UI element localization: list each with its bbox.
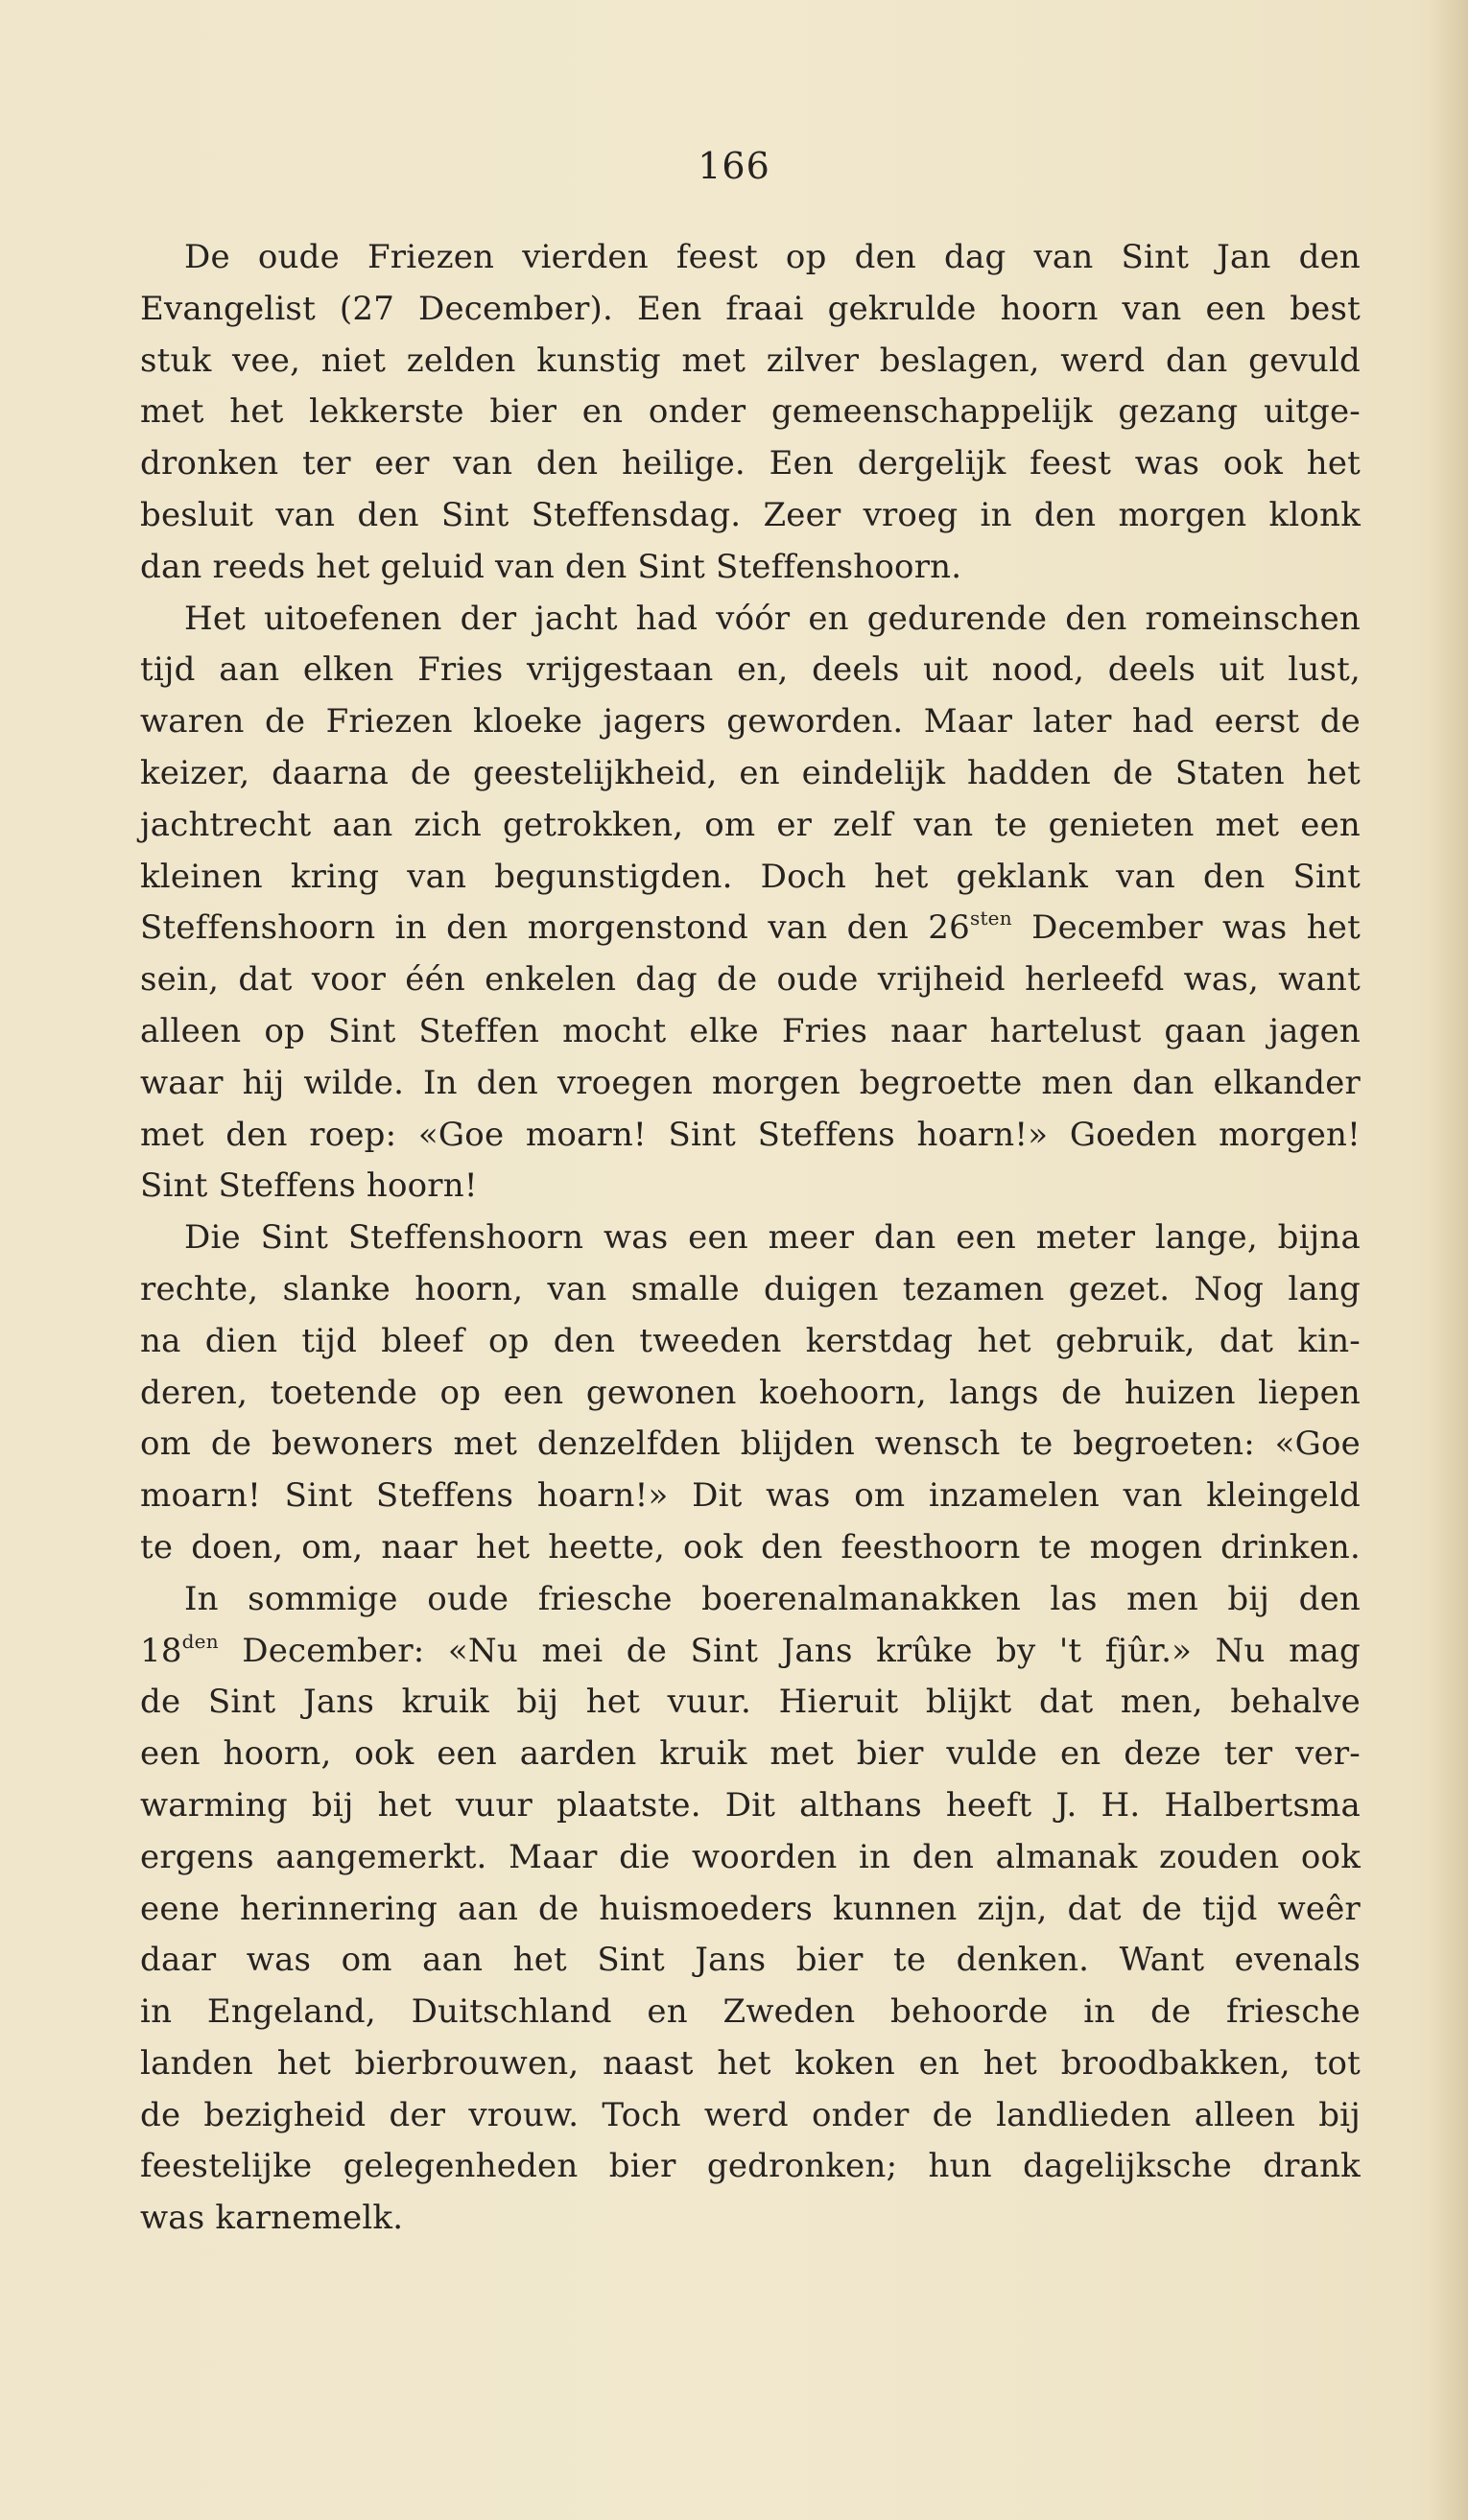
page-number: 166 <box>698 145 770 187</box>
page-edge-shadow <box>1430 0 1468 2520</box>
text-line <box>140 1626 1361 1678</box>
text-line: keizer, daarna de geestelijkheid, en eindelijk hadden de Staten het <box>140 753 1361 792</box>
text-line: In sommige oude friesche boerenalmanakken las men bij den <box>184 1579 1361 1618</box>
text-line: Sint Steffens hoorn! <box>140 1166 478 1206</box>
text-line: moarn! Sint Steffens hoarn!» Dit was om inzamelen van kleingeld <box>140 1476 1361 1516</box>
text-line: Het uitoefenen der jacht had vóór en gedurende den romeinschen <box>184 599 1361 638</box>
paragraph <box>140 232 1361 594</box>
text-line: om de bewoners met denzelfden blijden wensch te begroeten: «Goe <box>140 1425 1361 1464</box>
text-line: met den roep: «Goe moarn! Sint Steffens hoarn!» Goeden morgen! <box>140 1115 1361 1154</box>
text-line: dan reeds het geluid van den Sint Steffenshoorn. <box>140 547 962 586</box>
text-line: met het lekkerste bier en onder gemeenschappelijk gezang uitge- <box>140 392 1361 432</box>
text-line: na dien tijd bleef op den tweeden kerstdag het gebruik, dat kin- <box>140 1321 1361 1360</box>
ordinal-superscript: den <box>181 1629 219 1653</box>
text-line: de bezigheid der vrouw. Toch werd onder de landlieden alleen bij <box>140 2095 1361 2134</box>
text-line: was karnemelk. <box>140 2199 404 2238</box>
text-line: jachtrecht aan zich getrokken, om er zelf van te genieten met een <box>140 805 1361 844</box>
text-line: waren de Friezen kloeke jagers geworden. Maar later had eerst de <box>140 702 1361 742</box>
text-line <box>140 903 1361 954</box>
text-line: deren, toetende op een gewonen koehoorn, langs de huizen liepen <box>140 1373 1361 1412</box>
text-line: De oude Friezen vierden feest op den dag van Sint Jan den <box>184 238 1361 276</box>
text-line: tijd aan elken Fries vrijgestaan en, deels uit nood, deels uit lust, <box>140 650 1361 690</box>
line-part: 18 <box>140 1631 182 1670</box>
text-line: besluit van den Sint Steffensdag. Zeer vroeg in den morgen klonk <box>140 495 1361 534</box>
text-line: Die Sint Steffenshoorn was een meer dan een meter lange, bijna <box>184 1218 1361 1258</box>
text-line: feestelijke gelegenheden bier gedronken; hun dagelijksche drank <box>140 2147 1361 2186</box>
text-line: stuk vee, niet zelden kunstig met zilver beslagen, werd dan gevuld <box>140 341 1361 380</box>
paragraph <box>140 594 1361 1213</box>
text-line: ergens aangemerkt. Maar die woorden in den almanak zouden ook <box>140 1837 1361 1876</box>
text-line: landen het bierbrouwen, naast het koken en het broodbakken, tot <box>140 2043 1361 2083</box>
text-line: rechte, slanke hoorn, van smalle duigen tezamen gezet. Nog lang <box>140 1269 1361 1308</box>
line-part: December was het <box>1011 908 1361 948</box>
body-text <box>140 232 1361 2245</box>
ordinal-superscript: sten <box>969 907 1012 930</box>
text-line: alleen op Sint Steffen mocht elke Fries naar hartelust gaan jagen <box>140 1011 1361 1050</box>
text-line: kleinen kring van begunstigden. Doch het geklank van den Sint <box>140 857 1361 896</box>
text-line: Evangelist (27 December). Een fraai gekrulde hoorn van een best <box>140 289 1361 328</box>
text-line: daar was om aan het Sint Jans bier te denken. Want evenals <box>140 1941 1361 1980</box>
text-line: in Engeland, Duitschland en Zweden behoorde in de friesche <box>140 1992 1361 2032</box>
text-line: de Sint Jans kruik bij het vuur. Hieruit blijkt dat men, behalve <box>140 1683 1361 1722</box>
text-line: warming bij het vuur plaatste. Dit althans heeft J. H. Halbertsma <box>140 1785 1361 1825</box>
line-part: Steffenshoorn in den morgenstond van den 26 <box>140 908 970 948</box>
text-line: waar hij wilde. In den vroegen morgen begroette men dan elkander <box>140 1063 1361 1102</box>
paragraph <box>140 1213 1361 1574</box>
text-line: te doen, om, naar het heette, ook den feesthoorn te mogen drinken. <box>140 1527 1361 1566</box>
text-line: sein, dat voor één enkelen dag de oude vrijheid herleefd was, want <box>140 960 1361 1000</box>
line-part: December: «Nu mei de Sint Jans krûke by 't fjûr.» Nu mag <box>218 1631 1361 1670</box>
text-line: eene herinnering aan de huismoeders kunnen zijn, dat de tijd weêr <box>140 1889 1361 1928</box>
text-line: een hoorn, ook een aarden kruik met bier vulde en deze ter ver- <box>140 1734 1361 1774</box>
text-line: dronken ter eer van den heilige. Een dergelijk feest was ook het <box>140 444 1361 483</box>
paragraph <box>140 1574 1361 2245</box>
